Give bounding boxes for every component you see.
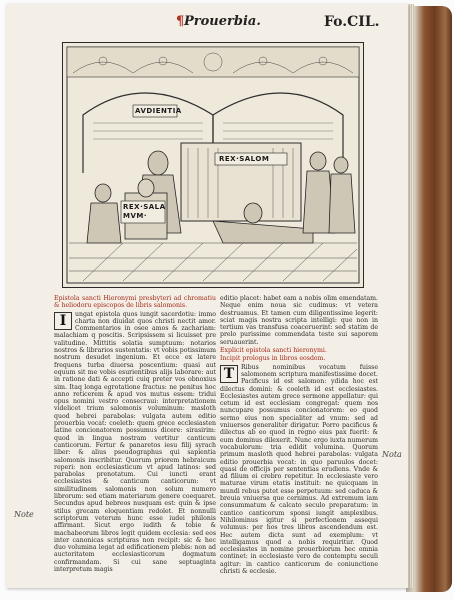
woodcut-label-rex-salomon: REX·SALOM: [219, 155, 270, 163]
epistola-text: ungat epistola quos iungit sacerdotiu: immo charta non diuidat quos christi nectit amor. Commentarios in osee amos & zachariam: malachiam q poscitis. Scripsissem si licuisset pre valitudine. Mittitis solatia sumptuum: notarios nostros & librarios sustentatis: vt vobis potissimum nostrum desudet ingenium. Et ecce ex latere frequens turba diuersa poscentium: quasi aut equum sit me vobis esurientibus alijs laborare: aut in ratione dati & accepti cuiq preter vos obnoxius sim. Itaq longa egrotatione fractus: ne penitus hoc anno reticerem & apud vos mutus essem: tridui opus nomini vestro consecraui: interpretationem videlicet trium salomonis voluminum: masloth quod hebrei parabolas: vulgata autem editio prouerbia vocat: coeleth: quem grece ecclesiasten latine concionatorem possumus dicere: sirasirim: quod in lingua nostram vertitur canticum canticorum. Fertur & panaretos iesu filij syrach liber: & alius pseudographus qui sapientia salomonis inscribitur. Quorum priorem hebraicum reperi: non ecclesiasticum vt apud latinos: sed parabolas prenotatum. Cui iuncti erant ecclesiastes & canticum canticorum: vt similitudinem salomonis non solum numero librorum: sed etiam materiarum genere coequaret. Secundus apud hebreos nusquam est: quin & ipse stilus grecam eloquentiam redolet. Et nonnulli scriptorum veterum hunc esse iudei philonis affirmant. Sicut ergo iudith & tobie & machabeorum libros legit quidem ecclesia: sed eos inter canonicas scripturas non recipit: sic & hec duo volumina legat ad edificationem plebis: non ad auctoritatem ecclesiasticorum dogmatum confirmandam. Si cui sane septuaginta interpretum magis: [54, 310, 216, 573]
running-title: Prouerbia.: [184, 14, 261, 29]
woodcut-drawing: [63, 43, 363, 287]
epistola-text-continued: editio placet: habet eam a nobis olim emendatam. Neque enim noua sic cudimus: vt vetera destruamus. Et tamen cum diligentissime legerit: sciat magis nostra scripta intelligi: que non in tertium vas transfusa coaceruerint: sed statim de prelo purissime commendata teste sui saporem seruauerint.: [220, 295, 378, 346]
woodcut-illustration: [62, 42, 364, 288]
epistola-rubric: Epistola sancti Hieronymi presbyteri ad chromatiu & heliodoru episcopos de libris salomonis.: [54, 295, 216, 310]
book-page: [6, 4, 408, 588]
incipit-rubric: Incipit prologus in libros eosdem.: [220, 355, 326, 363]
explicit-rubric: Explicit epistola sancti hieronymi.: [220, 347, 327, 355]
text-column-right: [220, 295, 378, 579]
text-column-left: [54, 295, 216, 577]
folio-number: Fo.CIL.: [324, 14, 380, 30]
woodcut-label-rex-salamum: REX·SALA MVM·: [123, 203, 166, 220]
margin-note-right: Nota: [382, 450, 402, 459]
margin-note-left: Note: [14, 510, 34, 519]
initial-letter-t: T: [220, 365, 238, 383]
initial-letter-i: I: [54, 312, 72, 330]
woodcut-label-audientia: AVDIENTIA: [135, 107, 182, 115]
pilcrow-icon: ¶: [176, 14, 185, 29]
prologus-text: Ribus nominibus vocatum fuisse salomonem scriptura manifestissime docet. Pacificus id est salomon: ydida hoc est dilectus domini: & coeleth id est ecclesiastes. Ecclesiastes autem grece sermone appellatur: qui cetum id est ecclesiam congregat: quem nos nuncupare possumus concionatorem: eo quod sermo eius non specialiter ad vnum: sed ad vniuersos generaliter dirigatur. Porro pacificus & dilectus ab eo quod in regno eius pax fuerit: & eum dominus dilexerit. Nunc ergo iuxta numerum vocabulorum: tria edidit volumina. Quorum primum masloth quod hebrei parabolas: vulgata editio prouerbia vocat: in quo paruulos docet: quasi de officijs per sententias erudiens. Vnde & ad filium ei crebro repetitur. In ecclesiaste vero maturae virum etatis instituit: ne quicquam in mundi rebus putet esse perpetuum: sed caduca & breuia vniuersa que cernimus. Ad extremum iam consummatum & calcato seculo preparatum: in cantico canticorum sponsi iungit amplexibus. Nihilominus igitur si perfectionem assequi volumus: per hos tres libros ascendendum est. Hec autem dicta sunt ad exemplum: vt intelligamus quod a nobis requiritur. Quod ecclesiastes in nomine prouerbiorum hec omnia continet: in ecclesiaste vero de contemptu seculi agitur: in cantico canticorum de coniunctione christi & ecclesie.: [220, 363, 378, 575]
